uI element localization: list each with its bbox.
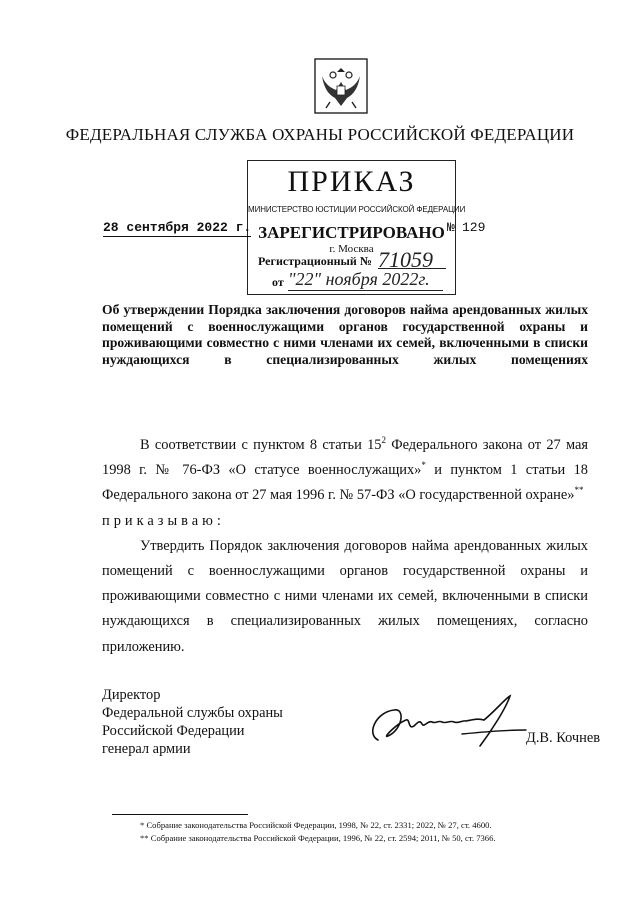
footnote-1: * Собрание законодательства Российской Федерации, 1998, № 22, ст. 2331; 2022, № 27, ст. 4600. (140, 820, 492, 830)
p1-footnote-mark-2: ** (574, 485, 584, 496)
stamp-date-label: от (272, 275, 284, 289)
p1-text-b: Федерального закона от 27 мая 1998 г. № 76-ФЗ «О статусе военнослужащих» (102, 437, 589, 479)
signer-name: Д.В. Кочнев (526, 730, 601, 746)
footnotes (140, 819, 610, 845)
signer-line-4: генерал армии (102, 741, 191, 757)
stamp-ministry: МИНИСТЕРСТВО ЮСТИЦИИ РОССИЙСКОЙ ФЕДЕРАЦИИ (248, 205, 466, 214)
stamp-registered: ЗАРЕГИСТРИРОВАНО (258, 223, 445, 242)
registration-stamp (247, 160, 466, 295)
signer-line-3: Российской Федерации (102, 723, 245, 739)
signer-line-1: Директор (102, 687, 161, 703)
command-word: приказываю: (102, 512, 225, 529)
document-title: Об утверждении Порядка заключения договоров найма арендованных жилых помещений с военнослужащими органов государственной охраны и проживающими совместно с ними членами их семей, включенными в списки нуждающихся в специализированных жилых помещениях (102, 302, 588, 367)
p1-superscript: 2 (381, 435, 386, 446)
order-number: 129 (462, 220, 486, 235)
signer-position (102, 686, 283, 758)
p1-footnote-mark-1: * (421, 460, 426, 471)
stamp-city: г. Москва (329, 243, 374, 255)
coat-of-arms-icon (314, 58, 368, 114)
footnote-2: ** Собрание законодательства Российской Федерации, 1996, № 22, ст. 2594; 2011, № 50, ст. 7366. (140, 833, 496, 843)
order-date: 28 сентября 2022 г. (103, 220, 252, 235)
order-heading: ПРИКАЗ (287, 165, 416, 198)
stamp-reg-number-label: Регистрационный № (258, 254, 372, 268)
handwritten-signature (362, 690, 530, 752)
signer-line-2: Федеральной службы охраны (102, 705, 283, 721)
stamp-reg-number: 71059 (378, 247, 433, 272)
document-body (102, 433, 588, 660)
footnote-divider (112, 814, 248, 815)
p1-text-c: и пунктом 1 статьи 18 Федерального закона от 27 мая 1996 г. № 57-ФЗ «О государственной охране» (102, 462, 588, 504)
agency-name: ФЕДЕРАЛЬНАЯ СЛУЖБА ОХРАНЫ РОССИЙСКОЙ ФЕДЕРАЦИИ (65, 125, 575, 144)
stamp-date-handwritten: "22" ноября 2022г. (288, 269, 430, 289)
paragraph-approval: Утвердить Порядок заключения договоров найма арендованных жилых помещений с военнослужащими органов государственной охраны и проживающими совместно с ними членами их семей, включенными в списки нуждающихся в специализированных жилых помещениях, согласно приложению. (102, 537, 588, 655)
order-number-sign: № (447, 220, 455, 235)
stamp-date-underline (288, 290, 443, 291)
paragraph-legal-basis (102, 433, 588, 509)
p1-text-a: В соответствии с пунктом 8 статьи 15 (140, 437, 382, 453)
